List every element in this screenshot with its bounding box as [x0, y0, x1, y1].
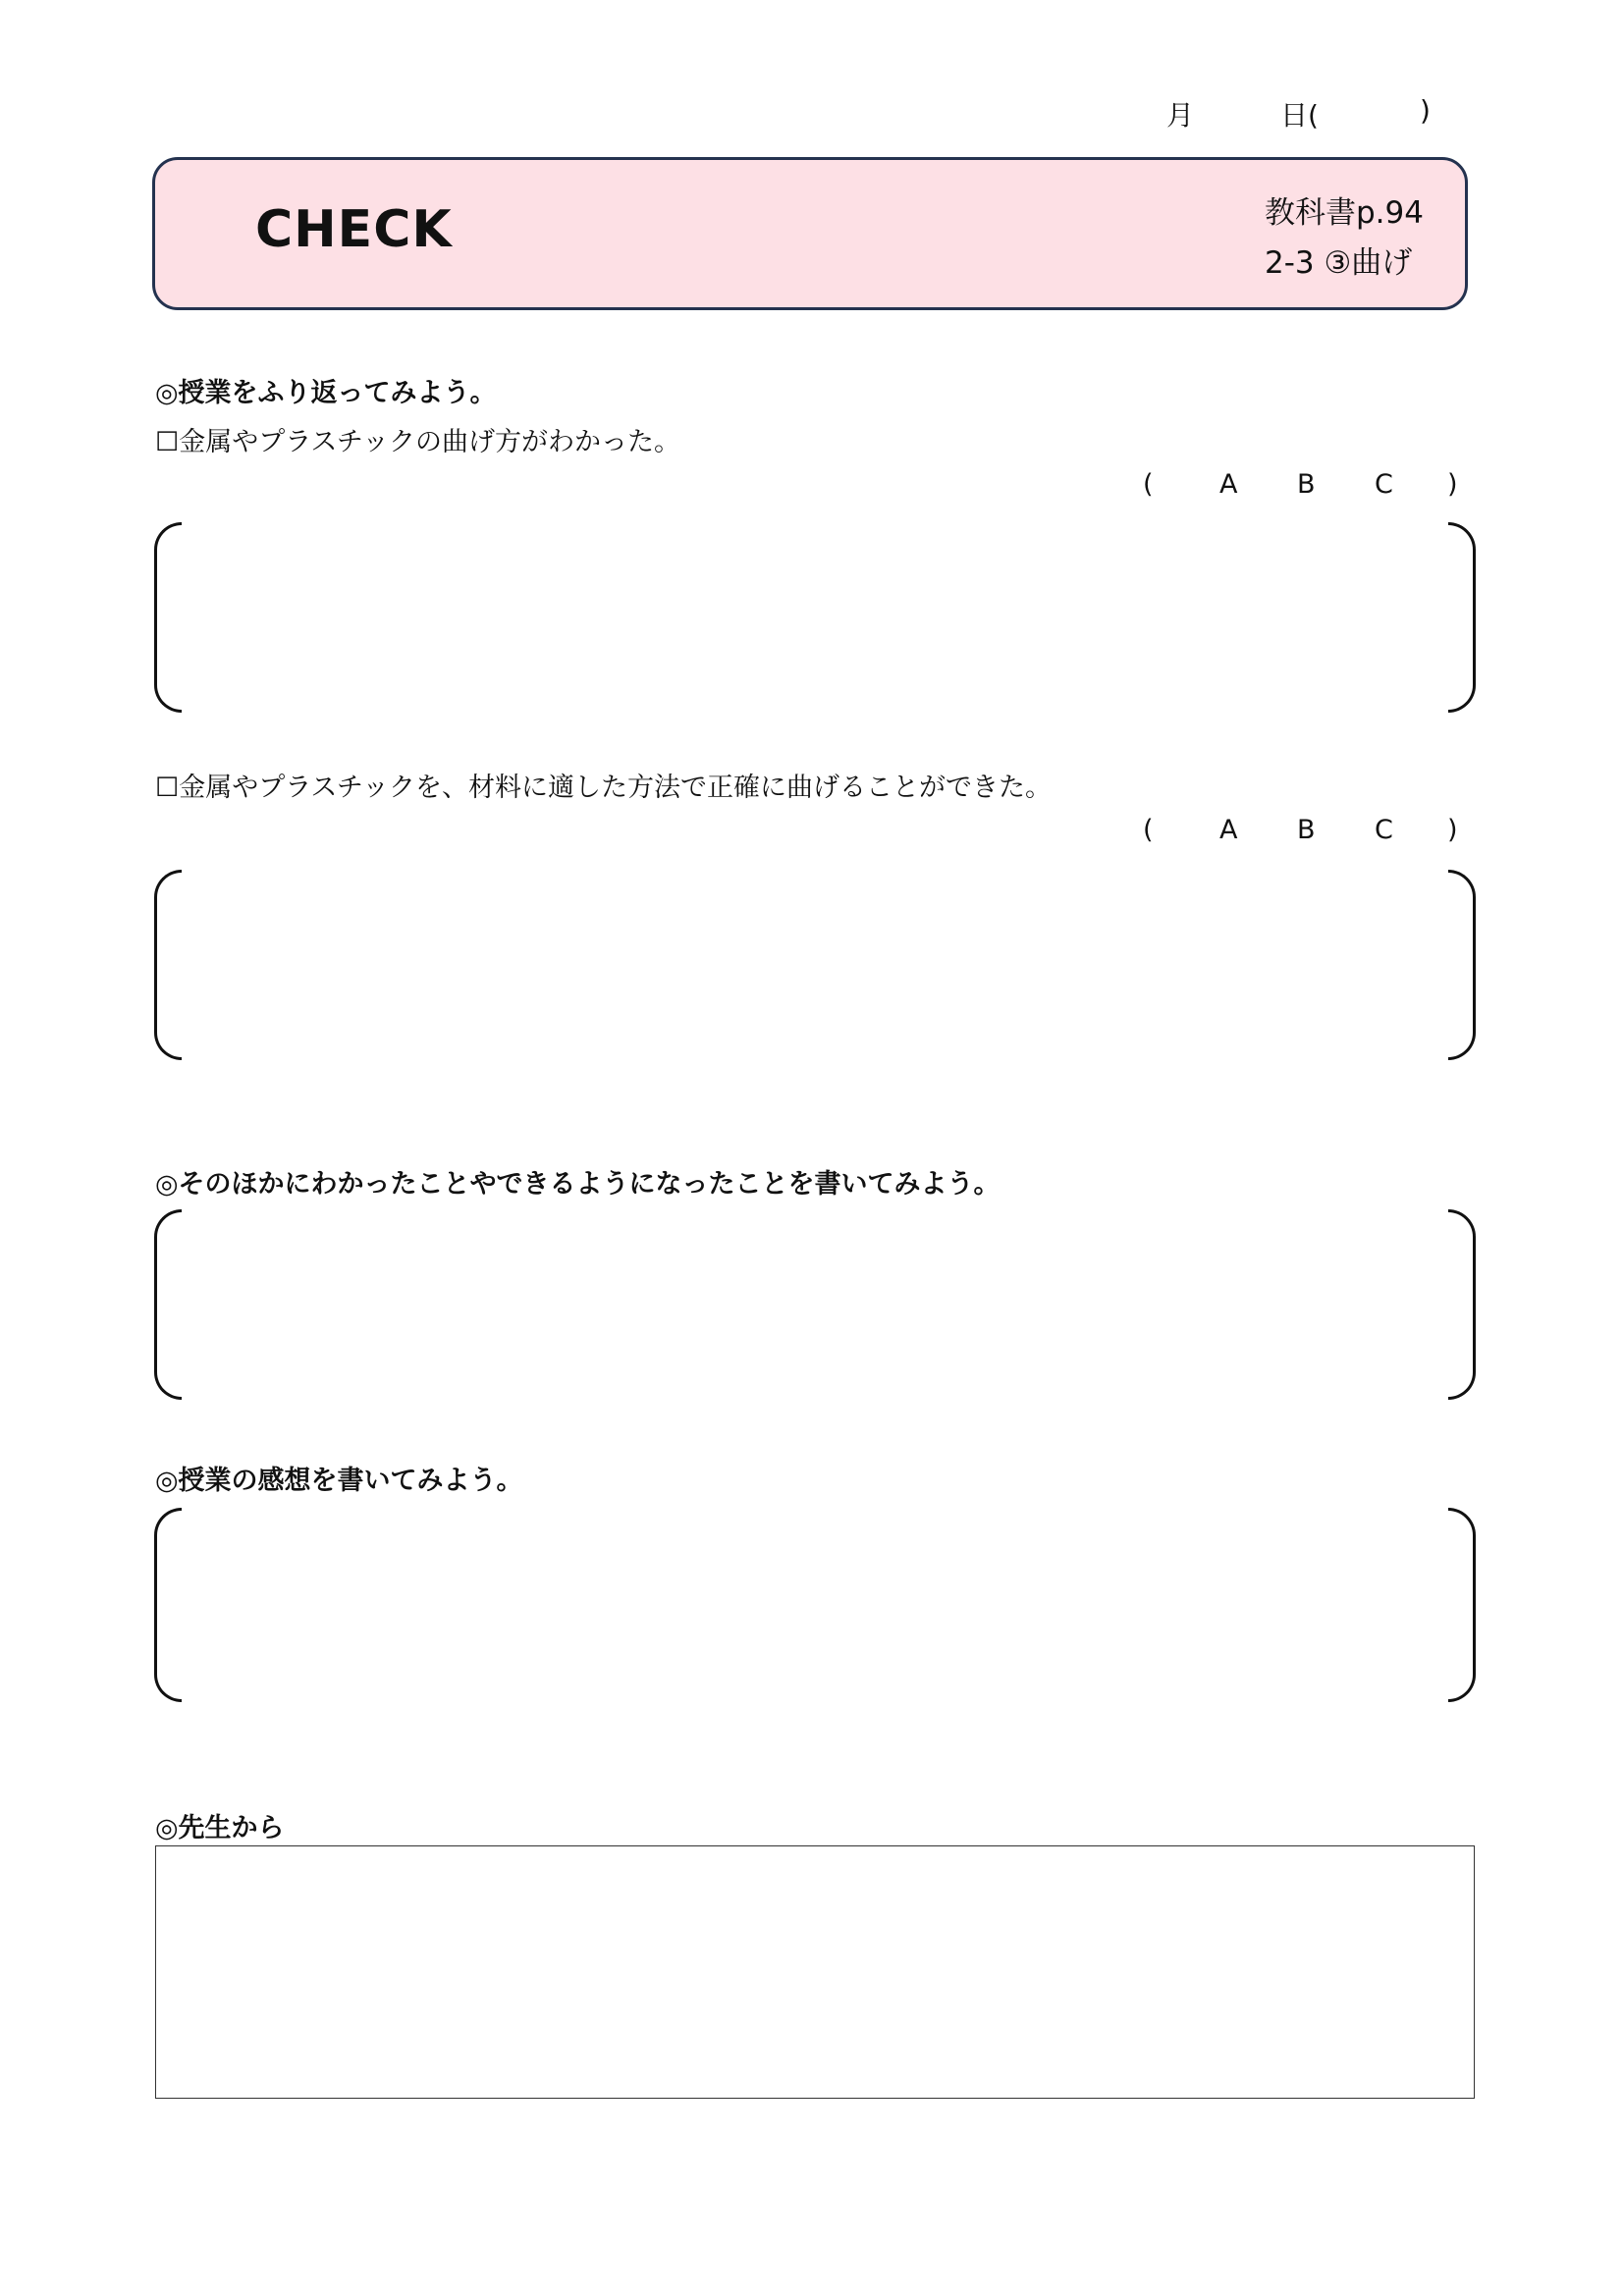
- header-reference: [1265, 188, 1424, 289]
- answer-area-3: [154, 1209, 1476, 1400]
- left-bracket: [154, 870, 182, 1060]
- weekday-close-paren: ): [1420, 94, 1431, 127]
- other-learnings-heading: ◎そのほかにわかったことやできるようになったことを書いてみよう。: [155, 1169, 1001, 1200]
- rating-1: [1143, 469, 1477, 508]
- rating-a: A: [1219, 469, 1238, 500]
- rating-2: [1143, 815, 1477, 854]
- answer-area-4: [154, 1508, 1476, 1702]
- teacher-heading: ◎先生から: [155, 1813, 285, 1843]
- textbook-ref: 教科書p.94: [1265, 195, 1424, 231]
- month-label: 月: [1166, 99, 1195, 132]
- rating-open-paren: (: [1143, 815, 1154, 845]
- left-bracket: [154, 1508, 182, 1702]
- impressions-heading: ◎授業の感想を書いてみよう。: [155, 1466, 523, 1496]
- rating-b: B: [1297, 469, 1316, 500]
- answer-area-1: [154, 522, 1476, 713]
- right-bracket: [1448, 1508, 1476, 1702]
- date-line: [1080, 94, 1473, 133]
- left-bracket: [154, 522, 182, 713]
- rating-c: C: [1375, 469, 1393, 500]
- review-heading: ◎授業をふり返ってみよう。: [155, 378, 497, 408]
- teacher-comment-box: [155, 1845, 1475, 2099]
- unit-label: 2-3 ③曲げ: [1265, 245, 1413, 281]
- rating-b: B: [1297, 815, 1316, 845]
- right-bracket: [1448, 870, 1476, 1060]
- day-label: 日(: [1280, 99, 1319, 132]
- rating-c: C: [1375, 815, 1393, 845]
- rating-a: A: [1219, 815, 1238, 845]
- rating-close-paren: ): [1447, 469, 1458, 500]
- rating-open-paren: (: [1143, 469, 1154, 500]
- checklist-item-1: ☐金属やプラスチックの曲げ方がわかった。: [155, 427, 681, 457]
- checklist-item-2: ☐金属やプラスチックを、材料に適した方法で正確に曲げることができた。: [155, 773, 1053, 803]
- rating-close-paren: ): [1447, 815, 1458, 845]
- answer-area-2: [154, 870, 1476, 1060]
- left-bracket: [154, 1209, 182, 1400]
- page-title: CHECK: [255, 200, 453, 259]
- right-bracket: [1448, 1209, 1476, 1400]
- right-bracket: [1448, 522, 1476, 713]
